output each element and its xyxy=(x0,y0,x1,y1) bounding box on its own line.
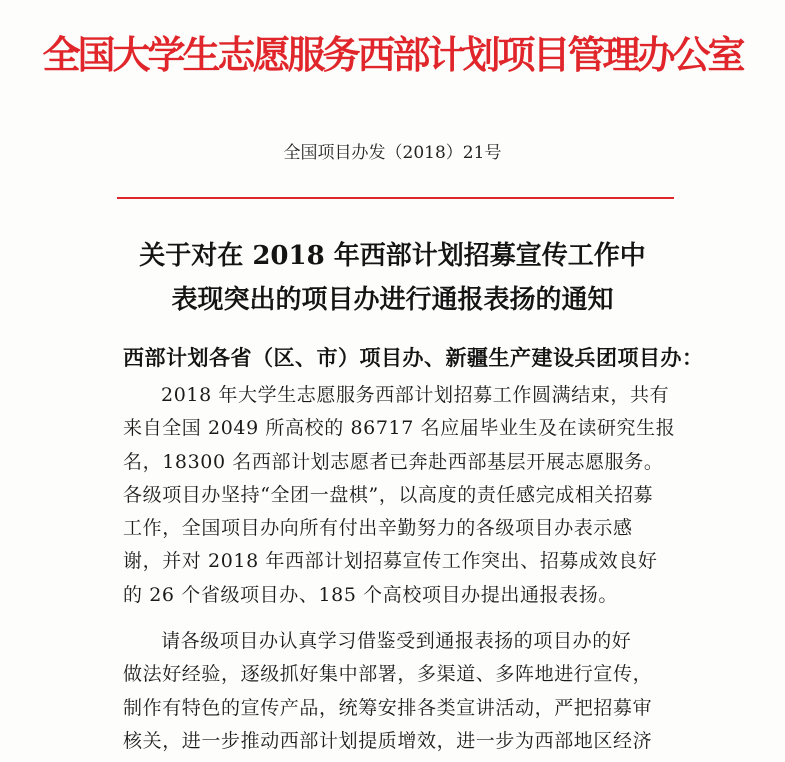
paragraph-line: 制作有特色的宣传产品，统筹安排各类宣讲活动，严把招募审 xyxy=(123,696,653,719)
letterhead-title: 全国大学生志愿服务西部计划项目管理办公室 xyxy=(42,32,743,77)
paragraph-line: 2018 年大学生志愿服务西部计划招募工作圆满结束，共有 xyxy=(161,384,670,406)
paragraph-2 xyxy=(123,625,683,758)
notice-title xyxy=(0,234,785,322)
paragraph-line: 来自全国 2049 所高校的 86717 名应届毕业生及在读研究生报 xyxy=(123,417,676,440)
paragraph-line: 的 26 个省级项目办、185 个高校项目办提出通报表扬。 xyxy=(123,583,618,606)
salutation: 西部计划各省（区、市）项目办、新疆生产建设兵团项目办： xyxy=(123,346,704,370)
paragraph-line: 各级项目办坚持“全团一盘棋”，以高度的责任感完成相关招募 xyxy=(123,483,654,506)
paragraph-line: 做法好经验，逐级抓好集中部署，多渠道、多阵地进行宣传， xyxy=(123,663,653,686)
paragraph-line: 谢，并对 2018 年西部计划招募宣传工作突出、招募成效良好 xyxy=(123,550,658,573)
notice-title-line-1: 关于对在 2018 年西部计划招募宣传工作中 xyxy=(139,241,646,271)
notice-title-line-2: 表现突出的项目办进行通报表扬的通知 xyxy=(171,285,614,315)
paragraph-1 xyxy=(123,379,683,612)
paragraph-line: 核关，进一步推动西部计划提质增效，进一步为西部地区经济 xyxy=(123,729,653,752)
paragraph-line: 工作，全国项目办向所有付出辛勤努力的各级项目办表示感 xyxy=(123,517,633,540)
red-divider-line xyxy=(117,197,674,199)
document-number: 全国项目办发（2018）21号 xyxy=(283,143,502,163)
paragraph-line: 请各级项目办认真学习借鉴受到通报表扬的项目办的好 xyxy=(161,630,632,652)
paragraph-line: 名，18300 名西部计划志愿者已奔赴西部基层开展志愿服务。 xyxy=(123,450,664,473)
